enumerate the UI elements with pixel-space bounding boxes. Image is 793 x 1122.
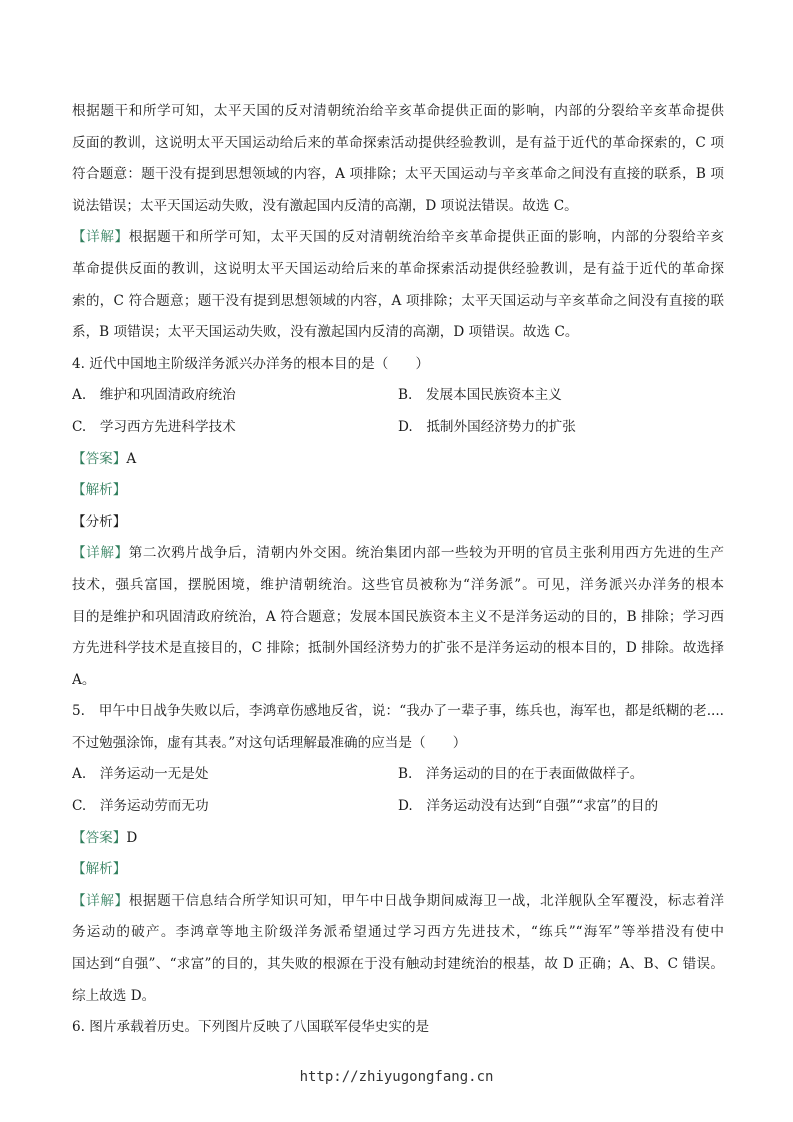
detail-line: 务运动的破产。李鸿章等地主阶级洋务派希望通过学习西方先进技术，“练兵”“海军”等举措没有使中 bbox=[72, 924, 724, 941]
question-5-options-row bbox=[72, 791, 724, 823]
option-b: B. 发展本国民族资本主义 bbox=[398, 387, 562, 404]
detail-line: 系，B 项错误；太平天国运动失败，没有激起国内反清的高潮，D 项错误。故选 C。 bbox=[72, 324, 579, 341]
question-5-options-row bbox=[72, 759, 724, 791]
question-6-stem: 6. 图片承载着历史。下列图片反映了八国联军侵华史实的是 bbox=[72, 1019, 430, 1036]
page-content bbox=[72, 96, 724, 1044]
detail-line: 目的是维护和巩固清政府统治，A 符合题意；发展本国民族资本主义不是洋务运动的目的，B 排除；学习西 bbox=[72, 608, 724, 625]
analysis-tag: 【解析】 bbox=[72, 482, 127, 499]
option-b: B. 洋务运动的目的在于表面做做样子。 bbox=[398, 766, 644, 783]
option-a: A. 维护和巩固清政府统治 bbox=[72, 387, 236, 404]
detail-line bbox=[72, 886, 724, 918]
option-d: D. 抵制外国经济势力的扩张 bbox=[398, 418, 576, 435]
paragraph-line: 说法错误；太平天国运动失败，没有激起国内反清的高潮，D 项说法错误。故选 C。 bbox=[72, 197, 578, 214]
fenxi-line: 【分析】 bbox=[72, 513, 127, 530]
answer-value: A bbox=[126, 450, 137, 467]
detail-text: 根据题干和所学可知，太平天国的反对清朝统治给辛亥革命提供正面的影响，内部的分裂给辛亥 bbox=[128, 229, 724, 246]
detail-line: 索的，C 符合题意；题干没有提到思想领域的内容，A 项排除；太平天国运动与辛亥革命之间没有直接的联 bbox=[72, 292, 724, 309]
detail-tag: 【详解】 bbox=[72, 229, 129, 246]
question-4-stem: 4. 近代中国地主阶级洋务派兴办洋务的根本目的是（ ） bbox=[72, 355, 430, 372]
answer-tag: 【答案】 bbox=[72, 829, 127, 846]
answer-line bbox=[72, 823, 724, 855]
detail-text: 第二次鸦片战争后，清朝内外交困。统治集团内部一些较为开明的官员主张利用西方先进的生产 bbox=[128, 545, 724, 562]
detail-line: 综上故选 D。 bbox=[72, 987, 156, 1004]
option-c: C. 学习西方先进科学技术 bbox=[72, 418, 236, 435]
answer-tag: 【答案】 bbox=[72, 450, 127, 467]
paragraph-line: 反面的教训，这说明太平天国运动给后来的革命探索活动提供经验教训，是有益于近代的革命探索的，C 项 bbox=[72, 134, 724, 151]
detail-tag: 【详解】 bbox=[72, 892, 129, 909]
paragraph-line: 根据题干和所学可知，太平天国的反对清朝统治给辛亥革命提供正面的影响，内部的分裂给辛亥革命提供 bbox=[72, 103, 724, 119]
analysis-tag: 【解析】 bbox=[72, 861, 127, 878]
question-5-stem: 5. 甲午中日战争失败以后，李鸿章伤感地反省，说：“我办了一辈子事，练兵也，海军也，都是纸糊的老.... bbox=[72, 703, 724, 720]
answer-line bbox=[72, 444, 724, 476]
detail-line: 革命提供反面的教训，这说明太平天国运动给后来的革命探索活动提供经验教训，是有益于近代的革命探 bbox=[72, 260, 724, 277]
detail-tag: 【详解】 bbox=[72, 545, 129, 562]
detail-line: 方先进科学技术是直接目的，C 排除；抵制外国经济势力的扩张不是洋务运动的根本目的，D 排除。故选择 bbox=[72, 640, 724, 657]
option-d: D. 洋务运动没有达到“自强”“求富”的目的 bbox=[398, 798, 659, 815]
question-4-options-row bbox=[72, 380, 724, 412]
answer-value: D bbox=[126, 829, 138, 846]
footer-url[interactable]: http://zhiyugongfang.cn bbox=[299, 1069, 494, 1085]
question-4-options-row bbox=[72, 412, 724, 444]
question-5-stem: 不过勉强涂饰，虚有其表。”对这句话理解最准确的应当是（ ） bbox=[72, 734, 467, 751]
paragraph-line: 符合题意：题干没有提到思想领域的内容，A 项排除；太平天国运动与辛亥革命之间没有直接的联系，B 项 bbox=[72, 166, 724, 183]
detail-line: A。 bbox=[72, 671, 96, 688]
detail-line: 技术，强兵富国，摆脱困境，维护清朝统治。这些官员被称为“洋务派”。可见，洋务派兴办洋务的根本 bbox=[72, 576, 724, 593]
option-c: C. 洋务运动劳而无功 bbox=[72, 798, 209, 815]
option-a: A. 洋务运动一无是处 bbox=[72, 766, 209, 783]
detail-line: 国达到“自强”、“求富”的目的，其失败的根源在于没有触动封建统治的根基，故 D 正确；A、B、C 错误。 bbox=[72, 956, 724, 973]
analysis-line bbox=[72, 854, 724, 886]
detail-line bbox=[72, 538, 724, 570]
analysis-line bbox=[72, 475, 724, 507]
detail-line bbox=[72, 222, 724, 254]
detail-text: 根据题干信息结合所学知识可知，甲午中日战争期间威海卫一战，北洋舰队全军覆没，标志着洋 bbox=[128, 892, 724, 909]
